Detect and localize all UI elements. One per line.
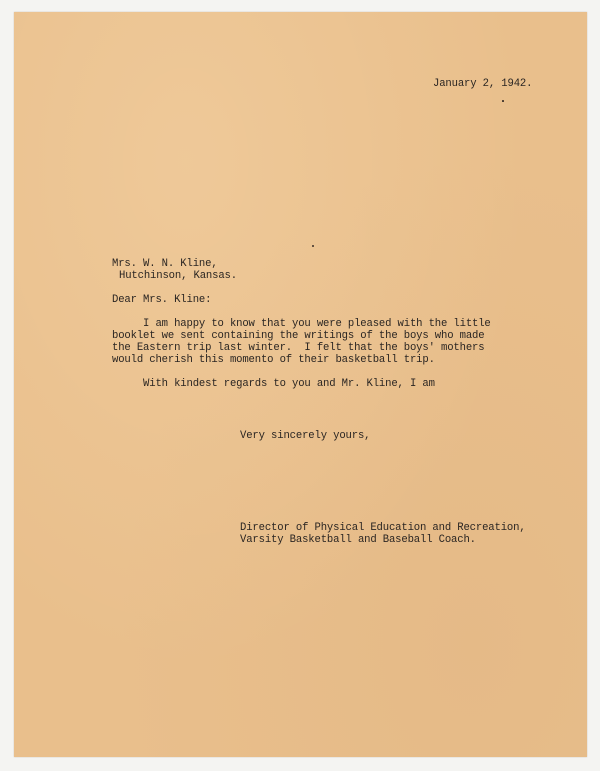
letter-page — [14, 12, 587, 757]
body-line: the Eastern trip last winter. I felt that the boys' mothers — [112, 342, 485, 354]
body-line: booklet we sent containing the writings of the boys who made — [112, 330, 485, 342]
complimentary-close: Very sincerely yours, — [240, 430, 371, 442]
salutation: Dear Mrs. Kline: — [112, 294, 212, 306]
ink-speck — [502, 100, 504, 102]
body-line: would cherish this momento of their basketball trip. — [112, 354, 435, 366]
letter-date: January 2, 1942. — [433, 78, 533, 90]
signature-title-2: Varsity Basketball and Baseball Coach. — [240, 534, 476, 546]
ink-speck — [312, 245, 314, 247]
regards-line: With kindest regards to you and Mr. Kline, I am — [112, 378, 435, 390]
body-line: I am happy to know that you were pleased with the little — [112, 318, 491, 330]
signature-title-1: Director of Physical Education and Recreation, — [240, 522, 526, 534]
recipient-name: Mrs. W. N. Kline, — [112, 258, 218, 270]
recipient-city: Hutchinson, Kansas. — [119, 270, 237, 282]
